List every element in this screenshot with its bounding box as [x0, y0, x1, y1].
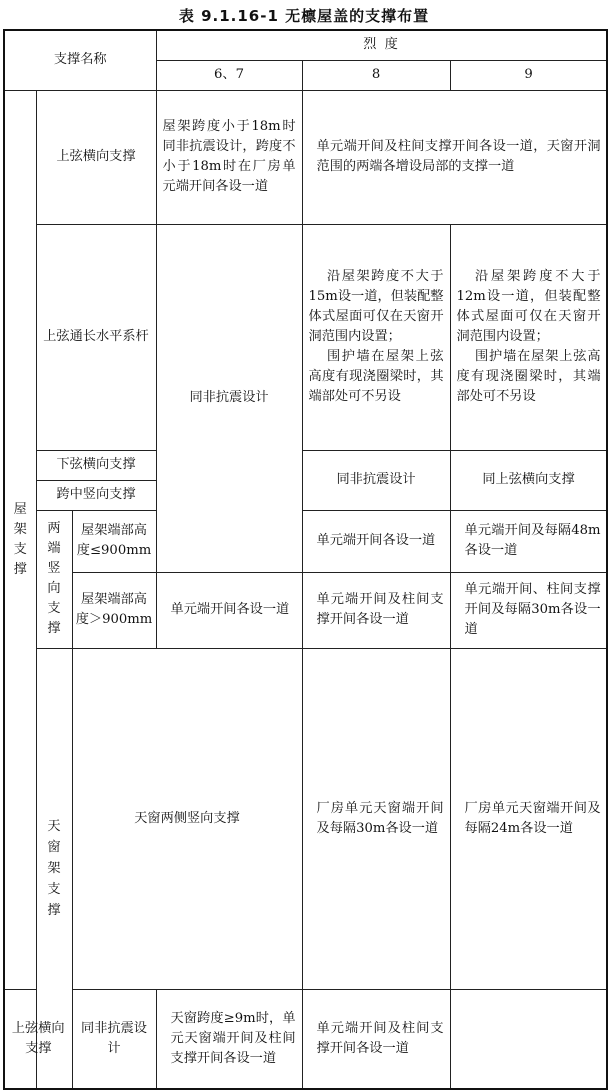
group-roof-char-1: 屋 [13, 501, 27, 517]
end-vertical-char-1: 两 [47, 521, 61, 536]
cell-window-upper-67: 同非抗震设计 [72, 989, 156, 1089]
header-col-67: 6、7 [156, 60, 302, 90]
cell-end-vertical-high-8: 单元端开间及柱间支撑开间各设一道 [302, 572, 450, 648]
cell-window-vertical-67: 厂房单元天窗端开间及每隔30m各设一道 [302, 648, 450, 989]
table-title: 表 9.1.16-1 无檩屋盖的支撑布置 [178, 7, 430, 25]
name-midspan: 跨中竖向支撑 [36, 480, 156, 510]
row-end-vertical-low [4, 510, 607, 572]
group-roof-char-2: 架 [13, 521, 27, 537]
cell-window-upper-8: 天窗跨度≥9m时，单元天窗端开间及柱间支撑开间各设一道 [156, 989, 302, 1089]
row-lower-chord [4, 450, 607, 480]
end-vertical-char-6: 撑 [47, 621, 61, 636]
name-end-vertical-low: 屋架端部高度≤900mm [72, 510, 156, 572]
cell-upper-tie-9-p1: 沿屋架跨度不大于12m设一道，但装配整体式屋面可仅在天窗开洞范围内设置； [456, 269, 601, 344]
group-roof-char-3: 支 [13, 541, 27, 557]
row-upper-tie [4, 224, 607, 450]
cell-end-vertical-high-67: 单元端开间各设一道 [156, 572, 302, 648]
name-upper-chord: 上弦横向支撑 [36, 90, 156, 224]
cell-lower-chord-8: 同非抗震设计 [302, 450, 450, 510]
name-end-vertical-high: 屋架端部高度＞900mm [72, 572, 156, 648]
group-roof-char-4: 撑 [13, 561, 27, 577]
cell-lower-chord-9: 同上弦横向支撑 [450, 450, 607, 510]
group-end-vertical [36, 510, 72, 648]
group-window-char-3: 架 [47, 860, 61, 876]
group-window-char-5: 撑 [47, 902, 61, 918]
cell-upper-tie-9 [450, 224, 607, 450]
name-window-upper: 上弦横向支撑 [4, 989, 72, 1089]
end-vertical-char-4: 向 [47, 581, 61, 596]
cell-end-vertical-low-8: 单元端开间各设一道 [302, 510, 450, 572]
cell-end-vertical-high-9: 单元端开间、柱间支撑开间及每隔30m各设一道 [450, 572, 607, 648]
header-col-9: 9 [450, 60, 607, 90]
group-roof-support [4, 90, 36, 989]
header-col-8: 8 [302, 60, 450, 90]
bracing-table [3, 29, 608, 1090]
row-upper-chord [4, 90, 607, 224]
row-window-upper [4, 989, 607, 1089]
name-window-vertical: 天窗两侧竖向支撑 [72, 648, 302, 989]
end-vertical-char-5: 支 [47, 601, 61, 616]
cell-end-vertical-low-9: 单元端开间及每隔48m各设一道 [450, 510, 607, 572]
cell-window-vertical-8: 厂房单元天窗端开间及每隔24m各设一道 [450, 648, 607, 989]
cell-window-upper-9: 单元端开间及柱间支撑开间各设一道 [302, 989, 450, 1089]
header-intensity: 烈 度 [156, 30, 607, 60]
cell-upper-tie-8 [302, 224, 450, 450]
name-upper-tie: 上弦通长水平系杆 [36, 224, 156, 450]
group-window-char-4: 支 [47, 881, 61, 897]
cell-upper-tie-8-p2: 围护墙在屋架上弦高度有现浇圈梁时，其端部处可不另设 [308, 349, 444, 404]
cell-same-non-seismic-67: 同非抗震设计 [156, 224, 302, 572]
row-end-vertical-high [4, 572, 607, 648]
group-window-char-1: 天 [47, 818, 61, 834]
end-vertical-char-2: 端 [47, 541, 61, 556]
header-row-1 [4, 30, 607, 60]
cell-upper-chord-89: 单元端开间及柱间支撑开间各设一道，天窗开洞范围的两端各增设局部的支撑一道 [302, 90, 607, 224]
group-window-char-2: 窗 [47, 839, 61, 855]
header-support-name: 支撑名称 [4, 30, 156, 90]
name-lower-chord: 下弦横向支撑 [36, 450, 156, 480]
cell-upper-tie-9-p2: 围护墙在屋架上弦高度有现浇圈梁时，其端部处可不另设 [456, 349, 601, 404]
cell-upper-chord-67: 屋架跨度小于18m时同非抗震设计，跨度不小于18m时在厂房单元端开间各设一道 [156, 90, 302, 224]
row-window-vertical [4, 648, 607, 989]
cell-upper-tie-8-p1: 沿屋架跨度不大于15m设一道，但装配整体式屋面可仅在天窗开洞范围内设置； [308, 269, 444, 344]
end-vertical-char-3: 竖 [47, 561, 61, 576]
